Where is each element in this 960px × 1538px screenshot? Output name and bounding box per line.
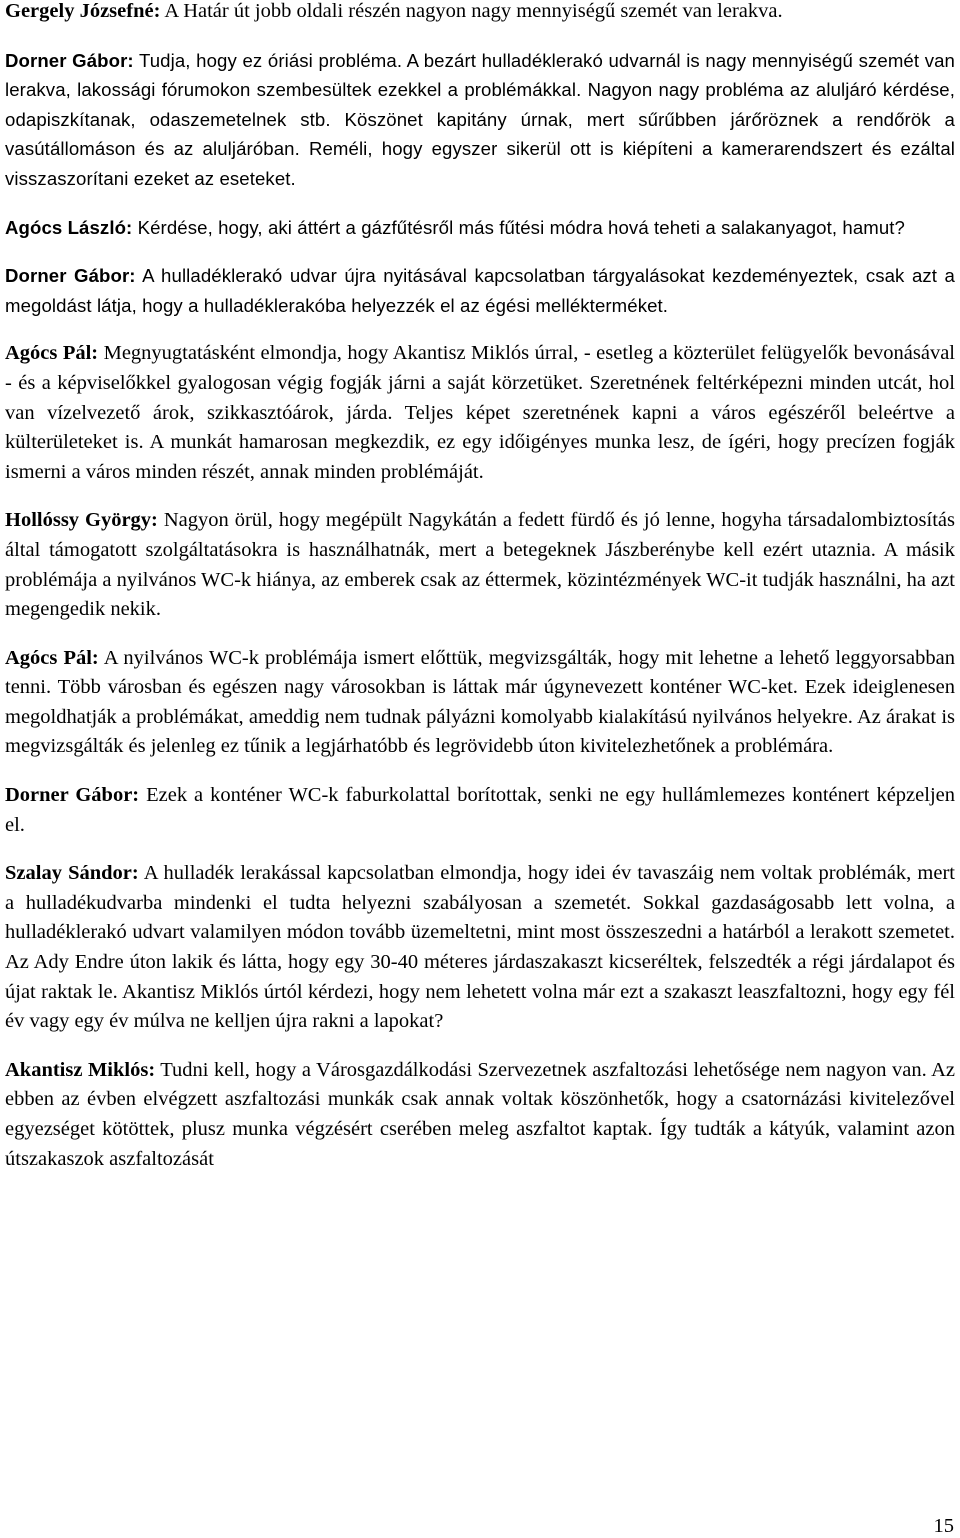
speaker-name: Hollóssy György: xyxy=(5,509,158,532)
paragraph-hollossy xyxy=(5,506,955,624)
paragraph-akantisz xyxy=(5,1056,955,1174)
speaker-name: Dorner Gábor: xyxy=(5,784,140,807)
paragraph-dorner-2 xyxy=(5,261,955,320)
paragraph-text: Tudja, hogy ez óriási probléma. A bezárt hulladéklerakó udvarnál is nagy mennyiségű szemét van lerakva, lakossági fórumokon szembesültek ezekkel a problémákkal. Nagyon nagy probléma az aluljáró kérdése, odapiszkítanak, odaszemetelnek stb. Köszönet kapitány úrnak, mert sűrűbben járőröznek a rendőrök a vasútállomáson és az aluljáróban. Reméli, hogy egyszer sikerül ott is kiépíteni a kamerarendszert és ezáltal visszaszorítani ezeket az eseteket. xyxy=(5,49,955,189)
paragraph-text: A hulladéklerakó udvar újra nyitásával kapcsolatban tárgyalásokat kezdeményeztek, csak azt a megoldást látja, hogy a hulladéklerakóba helyezzék el az égési mellékterméket. xyxy=(5,265,955,316)
speaker-name: Agócs Pál: xyxy=(5,342,99,365)
paragraph-agocs-laszlo xyxy=(5,213,955,243)
paragraph-dorner-1 xyxy=(5,46,955,194)
speaker-name: Gergely Józsefné: xyxy=(5,0,161,22)
paragraph-text: Megnyugtatásként elmondja, hogy Akantisz Miklós úrral, - esetleg a közterület felügyelők bevonásával - és a képviselőkkel gyalogosan végig fogják járni a saját körzetüket. Szeretnének feltérképezni minden utcát, hol van vízelvezető árok, szikkasztóárok, járda. Teljes képet szeretnének kapni a város egészéről beleértve a külterületeket is. A munkát hamarosan megkezdik, ez egy időigényes munka lesz, de ígéri, hogy precízen fogják ismerni a város minden részét, annak minden problémáját. xyxy=(5,342,955,483)
page-number: 15 xyxy=(933,1515,954,1537)
paragraph-agocs-pal-1 xyxy=(5,339,955,487)
document-page xyxy=(5,0,955,1193)
speaker-name: Agócs László: xyxy=(5,216,133,238)
paragraph-szalay xyxy=(5,859,955,1037)
paragraph-agocs-pal-2 xyxy=(5,644,955,762)
paragraph-gergely xyxy=(5,0,955,27)
paragraph-text: A hulladék lerakással kapcsolatban elmondja, hogy idei év tavaszáig nem voltak problémák, mert a hulladékudvarba mindenki el tudta helyezni szabályosan a szemetét. Sokkal gazdaságosabb lett volna, a hulladéklerakó udvart valamilyen módon tovább üzemeltetni, mint most összeszedni a határból a lerakott szemetet. Az Ady Endre úton lakik és látta, hogy egy 30-40 méteres járdaszakaszt kicseréltek, felszedték a régi járdalapot és újat raktak le. Akantisz Miklós úrtól kérdezi, hogy nem lehetett volna már ezt a szakaszt leaszfaltozni, hogy egy fél év vagy egy év múlva ne kelljen újra rakni a lapokat? xyxy=(5,862,955,1033)
speaker-name: Szalay Sándor: xyxy=(5,862,139,885)
paragraph-text: Nagyon örül, hogy megépült Nagykátán a fedett fürdő és jó lenne, hogyha társadalombiztosítás által támogatott szolgáltatásokra is használhatnák, mert a betegeknek Jászberénybe kell ezért utaznia. A másik problémája a nyilvános WC-k hiánya, az emberek csak az éttermek, közintézmények WC-it tudják használni, ha azt megengedik nekik. xyxy=(5,509,956,621)
paragraph-dorner-3 xyxy=(5,781,955,840)
paragraph-text: Ezek a konténer WC-k faburkolattal borítottak, senki ne egy hullámlemezes konténert képzeljen el. xyxy=(5,784,955,836)
paragraph-text: Kérdése, hogy, aki áttért a gázfűtésről más fűtési módra hová teheti a salakanyagot, hamut? xyxy=(132,216,906,238)
paragraph-text: A Határ út jobb oldali részén nagyon nagy mennyiségű szemét van lerakva. xyxy=(160,0,783,22)
speaker-name: Dorner Gábor: xyxy=(5,49,134,71)
speaker-name: Agócs Pál: xyxy=(5,646,99,669)
paragraph-text: Tudni kell, hogy a Városgazdálkodási Szervezetnek aszfaltozási lehetősége nem nagyon van. Az ebben az évben elvégzett aszfaltozási munkák csak annak voltak köszönhetők, hogy a csatornázási kivitelezővel egyezséget kötöttek, plusz munka végzésért cserében meleg aszfaltot kaptak. Így tudták a kátyúk, valamint azon útszakaszok aszfaltozását xyxy=(5,1058,955,1170)
speaker-name: Akantisz Miklós: xyxy=(5,1058,156,1081)
speaker-name: Dorner Gábor: xyxy=(5,265,136,287)
paragraph-text: A nyilvános WC-k problémája ismert előttük, megvizsgálták, hogy mit lehetne a lehető leggyorsabban tenni. Több városban és egészen nagy városokban is láttak már úgynevezett konténer WC-ket. Ezek ideiglenesen megoldhatják a problémákat, ameddig nem tudnak pályázni komolyabb kialakítású nyilvános helyekre. Az árakat is megvizsgálták és jelenleg ez tűnik a legjárhatóbb és legrövidebb úton kivitelezhetőnek a problémára. xyxy=(5,646,955,758)
